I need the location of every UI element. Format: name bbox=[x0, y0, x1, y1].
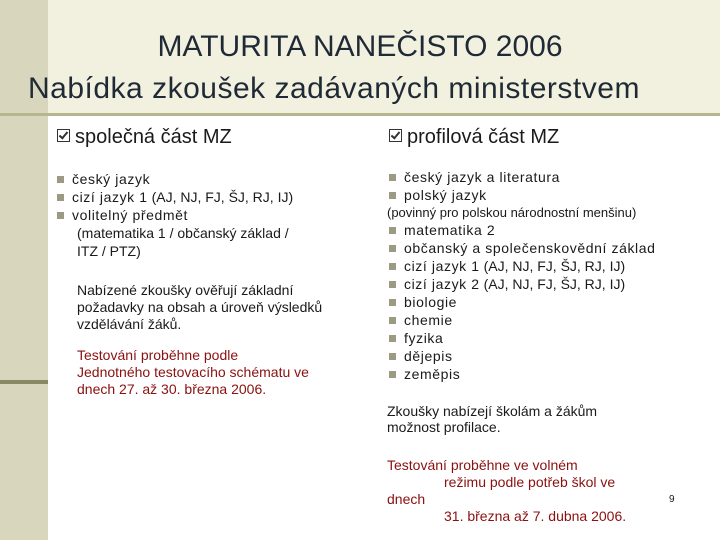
square-bullet-icon bbox=[389, 227, 396, 234]
list-item: volitelný předmět bbox=[57, 206, 293, 224]
slide-title: MATURITA NANEČISTO 2006 bbox=[157, 30, 563, 63]
square-bullet-icon bbox=[389, 263, 396, 270]
square-bullet-icon bbox=[389, 317, 396, 324]
list-item: zeměpis bbox=[389, 365, 656, 383]
list-item-detail: ITZ / PTZ) bbox=[77, 243, 141, 259]
square-bullet-icon bbox=[389, 371, 396, 378]
list-item: český jazyk bbox=[57, 170, 293, 188]
square-bullet-icon bbox=[389, 299, 396, 306]
checkbox-bullet-icon bbox=[389, 129, 402, 142]
right-list bbox=[389, 168, 656, 383]
list-item-detail: (povinný pro polskou národnostní menšinu) bbox=[387, 205, 637, 220]
list-item: chemie bbox=[389, 311, 656, 329]
square-bullet-icon bbox=[389, 335, 396, 342]
square-bullet-icon bbox=[389, 281, 396, 288]
left-heading bbox=[57, 126, 232, 149]
list-item: cizí jazyk 2 (AJ, NJ, FJ, ŠJ, RJ, IJ) bbox=[389, 275, 656, 293]
list-item: polský jazyk bbox=[389, 186, 656, 204]
list-item: biologie bbox=[389, 293, 656, 311]
title-divider bbox=[0, 113, 720, 116]
left-marker bbox=[0, 380, 48, 384]
right-heading-text: profilová část MZ bbox=[407, 126, 560, 148]
left-testing: Testování proběhne podle Jednotného testovacího schématu ve dnech 27. až 30. března 2006. bbox=[77, 347, 309, 397]
right-heading bbox=[389, 126, 559, 149]
checkbox-bullet-icon bbox=[57, 129, 70, 142]
left-list bbox=[57, 170, 293, 260]
list-item: dějepis bbox=[389, 347, 656, 365]
square-bullet-icon bbox=[57, 176, 64, 183]
right-note: Zkoušky nabízejí školám a žákům možnost profilace. bbox=[387, 403, 598, 435]
list-item: matematika 2 bbox=[389, 221, 656, 239]
list-item: cizí jazyk 1 (AJ, NJ, FJ, ŠJ, RJ, IJ) bbox=[57, 188, 293, 206]
list-item-detail: (matematika 1 / občanský základ / bbox=[77, 225, 289, 241]
square-bullet-icon bbox=[389, 174, 396, 181]
list-item: český jazyk a literatura bbox=[389, 168, 656, 186]
page-number: 9 bbox=[669, 494, 675, 505]
right-testing: Testování proběhne ve volném režimu podle potřeb škol ve dnech 31. března až 7. dubna 2006. bbox=[387, 457, 627, 524]
square-bullet-icon bbox=[389, 245, 396, 252]
list-item: cizí jazyk 1 (AJ, NJ, FJ, ŠJ, RJ, IJ) bbox=[389, 257, 656, 275]
square-bullet-icon bbox=[389, 353, 396, 360]
square-bullet-icon bbox=[57, 212, 64, 219]
square-bullet-icon bbox=[57, 194, 64, 201]
list-item: občanský a společenskovědní základ bbox=[389, 239, 656, 257]
square-bullet-icon bbox=[389, 192, 396, 199]
left-heading-text: společná část MZ bbox=[75, 126, 232, 148]
left-note: Nabízené zkoušky ověřují základní požadavky na obsah a úroveň výsledků vzdělávání žáků. bbox=[77, 282, 323, 332]
list-item: fyzika bbox=[389, 329, 656, 347]
slide-subtitle: Nabídka zkoušek zadávaných ministerstvem bbox=[28, 72, 640, 105]
